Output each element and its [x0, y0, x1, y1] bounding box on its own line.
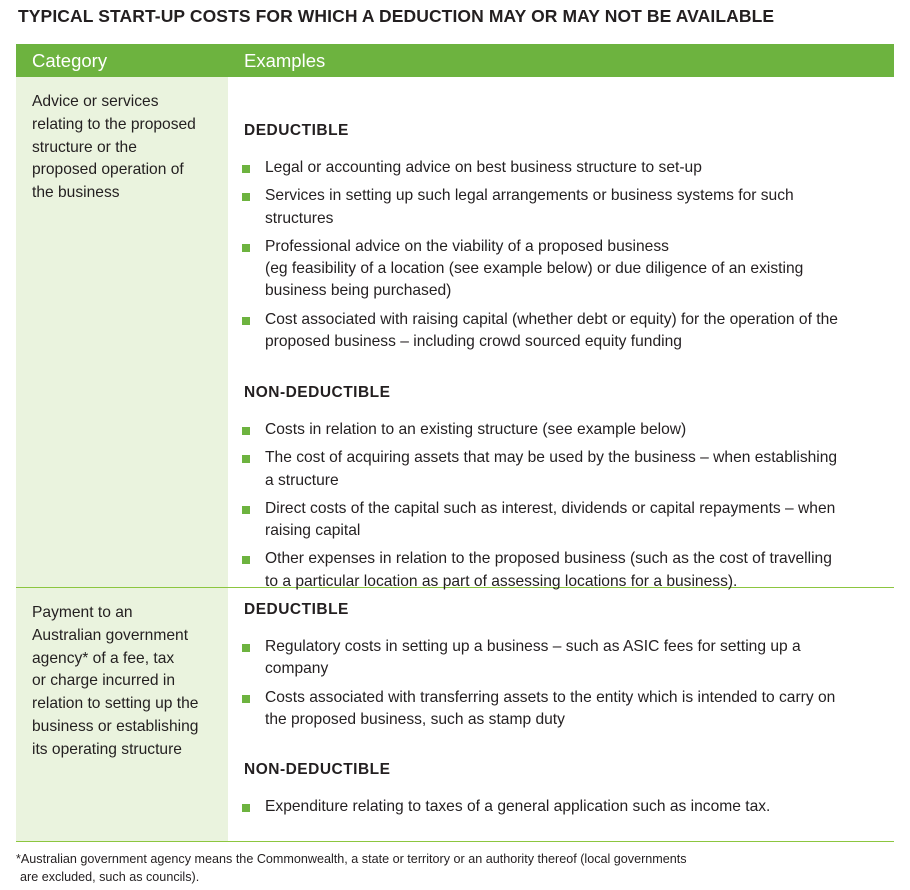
- category-line: relation to setting up the: [32, 695, 199, 713]
- category-cell: [16, 588, 228, 841]
- deductible-heading: DEDUCTIBLE: [244, 122, 349, 139]
- category-line: Payment to an: [32, 604, 133, 621]
- list-item: Direct costs of the capital such as interest, dividends or capital repayments – when raising capital: [242, 498, 882, 543]
- non-deductible-list: [242, 796, 882, 824]
- table-row: [16, 588, 894, 842]
- bullet-icon: [242, 165, 250, 173]
- list-item: Costs in relation to an existing structure (see example below): [242, 419, 882, 441]
- non-deductible-heading: NON-DEDUCTIBLE: [244, 384, 391, 401]
- header-examples: Examples: [244, 49, 326, 71]
- list-item: Costs associated with transferring assets to the entity which is intended to carry on the proposed business, such as stamp duty: [242, 687, 882, 732]
- bullet-icon: [242, 644, 250, 652]
- list-item: Legal or accounting advice on best business structure to set-up: [242, 157, 882, 179]
- list-item: Other expenses in relation to the proposed business (such as the cost of travelling to a particular location as part of assessing locations for a business).: [242, 548, 882, 593]
- examples-cell: [228, 588, 894, 841]
- category-line: relating to the proposed: [32, 115, 196, 133]
- footnote-line: *Australian government agency means the Commonwealth, a state or territory or an authority thereof (local governments: [16, 852, 687, 866]
- startup-costs-table: [16, 44, 894, 842]
- category-line: Advice or services: [32, 93, 159, 110]
- category-cell: [16, 77, 228, 587]
- list-item: Professional advice on the viability of a proposed business (eg feasibility of a location (see example below) or due diligence of an existing business being purchased): [242, 236, 882, 303]
- list-item: Services in setting up such legal arrangements or business systems for such structures: [242, 185, 882, 230]
- bullet-icon: [242, 556, 250, 564]
- bullet-icon: [242, 695, 250, 703]
- bullet-icon: [242, 427, 250, 435]
- category-line: or charge incurred in: [32, 672, 176, 690]
- bullet-icon: [242, 244, 250, 252]
- non-deductible-heading: NON-DEDUCTIBLE: [244, 761, 391, 778]
- bullet-icon: [242, 193, 250, 201]
- deductible-heading: DEDUCTIBLE: [244, 601, 349, 618]
- footnote: [16, 851, 687, 886]
- list-item: Cost associated with raising capital (whether debt or equity) for the operation of the proposed business – including crowd sourced equity funding: [242, 309, 882, 354]
- category-line: business or establishing: [32, 717, 199, 735]
- list-item: Expenditure relating to taxes of a general application such as income tax.: [242, 796, 882, 818]
- deductible-list: [242, 636, 882, 737]
- footnote-line: are excluded, such as councils).: [20, 869, 200, 884]
- category-line: structure or the: [32, 138, 137, 156]
- bullet-icon: [242, 804, 250, 812]
- bullet-icon: [242, 317, 250, 325]
- deductible-list: [242, 157, 882, 359]
- category-line: its operating structure: [32, 740, 182, 758]
- category-line: the business: [32, 184, 120, 202]
- category-line: proposed operation of: [32, 161, 184, 179]
- list-item: Regulatory costs in setting up a business – such as ASIC fees for setting up a company: [242, 636, 882, 681]
- category-line: agency* of a fee, tax: [32, 649, 175, 667]
- bullet-icon: [242, 455, 250, 463]
- non-deductible-list: [242, 419, 882, 599]
- header-category: Category: [32, 49, 108, 71]
- table-row: [16, 77, 894, 588]
- category-line: Australian government: [32, 626, 189, 644]
- examples-cell: [228, 77, 894, 590]
- table-header: [16, 44, 894, 77]
- bullet-icon: [242, 506, 250, 514]
- page-title: TYPICAL START-UP COSTS FOR WHICH A DEDUCTION MAY OR MAY NOT BE AVAILABLE: [18, 6, 775, 26]
- list-item: The cost of acquiring assets that may be used by the business – when establishing a structure: [242, 447, 882, 492]
